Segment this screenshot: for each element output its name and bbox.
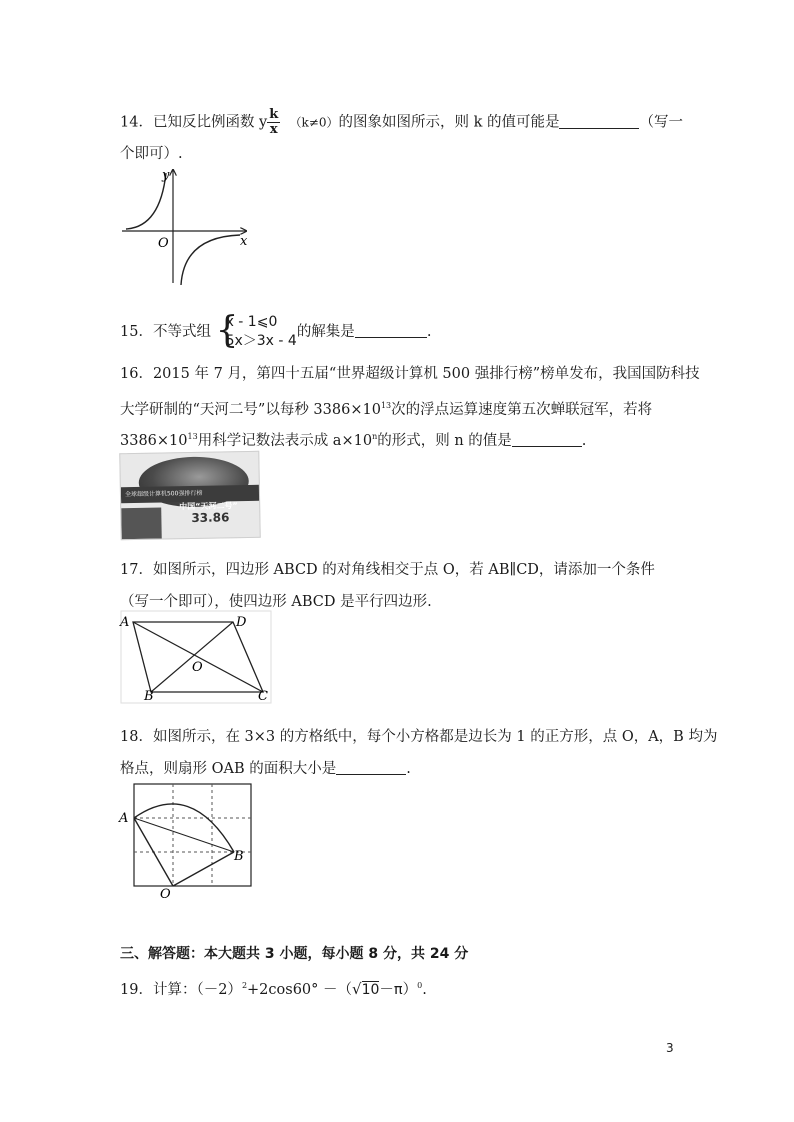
q16-line2 bbox=[120, 396, 652, 420]
q16-line3 bbox=[120, 427, 586, 451]
q18-line1: 18．如图所示，在 3×3 的方格纸中，每个小方格都是边长为 1 的正方形，点 O，A，B 均为 bbox=[120, 729, 718, 745]
q15-end: . bbox=[426, 324, 432, 340]
q19-end: . bbox=[422, 982, 427, 998]
q17-label-a: A bbox=[120, 615, 130, 630]
q16-line3-end: . bbox=[581, 433, 587, 449]
q17-label-d: D bbox=[236, 615, 247, 630]
q15-inequality-system bbox=[215, 310, 297, 351]
q16-photo-name: 中国“天河二号” bbox=[179, 501, 238, 512]
page-number: 3 bbox=[666, 1041, 674, 1055]
q19-mid: +2cos60° －（ bbox=[247, 982, 353, 998]
q14-branch-upper-left bbox=[126, 173, 166, 229]
q14-label-y: y bbox=[162, 168, 170, 183]
q19-sup-2: 2 bbox=[241, 981, 248, 990]
q14-text-after: 的图象如图所示，则 k 的值可能是 bbox=[338, 114, 560, 131]
q15-prefix: 不等式组 bbox=[152, 324, 211, 340]
q14-frac-den: x bbox=[269, 122, 278, 137]
q18-label-a: A bbox=[119, 811, 129, 826]
q14-line2: 个即可）. bbox=[120, 146, 183, 162]
q16-line2-b: 次的浮点运算速度第五次蝉联冠军，若将 bbox=[391, 402, 653, 418]
q16-photo-shadow bbox=[121, 508, 162, 540]
q15-answer-blank[interactable] bbox=[355, 323, 427, 338]
q14-label-o: O bbox=[158, 236, 169, 251]
q19-minus-pi: －π bbox=[379, 982, 403, 998]
q14-line1 bbox=[120, 108, 683, 137]
q14-tail: （写一 bbox=[639, 114, 683, 131]
q14-number: 14． bbox=[120, 114, 153, 131]
q16-line3-c: 的形式，则 n 的值是 bbox=[377, 433, 512, 449]
q17-parallelogram-figure bbox=[116, 608, 276, 708]
q14-text-before: 已知反比例函数 y bbox=[152, 114, 268, 131]
q17-label-b: B bbox=[144, 689, 154, 704]
q17-diagonal-bd bbox=[151, 622, 233, 692]
q15-brace: { bbox=[215, 310, 239, 351]
q18-label-o: O bbox=[160, 887, 171, 900]
q16-line2-sup: 13 bbox=[380, 401, 392, 410]
q16-answer-blank[interactable] bbox=[512, 432, 582, 447]
q19-sqrt-value: 10 bbox=[361, 982, 380, 998]
q18-grid-lines bbox=[134, 784, 251, 886]
q15-ineq1: x - 1⩽0 bbox=[225, 314, 278, 330]
q18-line2 bbox=[120, 759, 411, 779]
q15-suffix: 的解集是 bbox=[296, 324, 355, 340]
q17-label-c: C bbox=[258, 689, 268, 704]
q17-line2: （写一个即可），使四边形 ABCD 是平行四边形. bbox=[120, 594, 432, 610]
q19-close-paren: ） bbox=[402, 982, 418, 998]
q14-condition: （k≠0） bbox=[289, 115, 339, 130]
q16-line3-a: 3386×10 bbox=[120, 433, 188, 449]
q14-frac-num: k bbox=[269, 107, 279, 122]
q18-line2-end: . bbox=[406, 761, 411, 777]
q15-line bbox=[120, 310, 432, 351]
q16-photo-speed: 33.86 bbox=[191, 510, 230, 525]
q19-sqrt-sign: √ bbox=[352, 980, 362, 998]
q16-photo bbox=[119, 451, 260, 540]
q17-diagonal-ac bbox=[133, 622, 263, 692]
q18-grid-border bbox=[134, 784, 251, 886]
q14-branch-lower-right bbox=[181, 235, 240, 285]
q19-prefix: 19．计算：（－2） bbox=[120, 982, 242, 998]
q18-radius-ob bbox=[173, 852, 234, 886]
q14-label-x: x bbox=[240, 234, 248, 249]
q18-grid-figure bbox=[116, 778, 256, 900]
q16-line1: 16．2015 年 7 月，第四十五届“世界超级计算机 500 强排行榜”榜单发布，我国国防科技 bbox=[120, 366, 700, 382]
q17-label-o: O bbox=[192, 660, 203, 675]
q16-line2-a: 大学研制的“天河二号”以每秒 3386×10 bbox=[120, 402, 381, 418]
q16-line3-sup: 13 bbox=[187, 432, 198, 441]
q19-sup-0: 0 bbox=[417, 981, 423, 990]
q18-answer-blank[interactable] bbox=[336, 760, 406, 775]
q15-ineq2: 5x＞3x - 4 bbox=[225, 333, 297, 349]
q15-number: 15． bbox=[120, 324, 153, 340]
section-three-heading: 三、解答题：本大题共 3 小题，每小题 8 分，共 24 分 bbox=[120, 946, 469, 962]
q19-line bbox=[120, 976, 427, 1000]
q14-fraction bbox=[267, 108, 280, 137]
q18-line2-a: 格点，则扇形 OAB 的面积大小是 bbox=[120, 761, 337, 777]
q14-hyperbola-graph bbox=[118, 165, 258, 285]
q18-label-b: B bbox=[234, 849, 244, 864]
q16-line3-b: 用科学记数法表示成 a×10 bbox=[197, 433, 373, 449]
q16-photo-banner: 全球超级计算机500强排行榜 bbox=[121, 485, 261, 503]
q17-line1: 17．如图所示，四边形 ABCD 的对角线相交于点 O，若 AB∥CD，请添加一个条件 bbox=[120, 562, 655, 578]
q16-line3-sup-n: n bbox=[372, 432, 378, 441]
q18-radius-oa bbox=[134, 818, 173, 886]
q14-answer-blank[interactable] bbox=[559, 114, 639, 129]
q18-chord-ab bbox=[134, 818, 234, 852]
